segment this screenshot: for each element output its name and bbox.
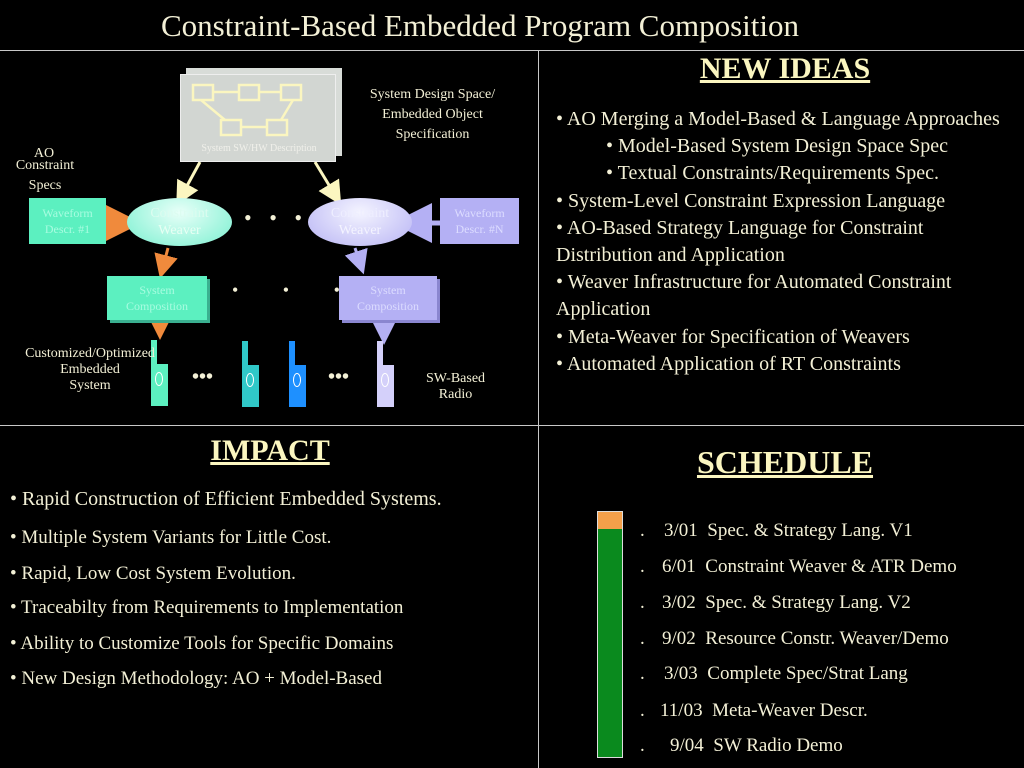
radio-label	[413, 371, 498, 403]
label-line: Descr. #N	[455, 222, 504, 236]
label-line: Embedded Object	[382, 107, 483, 122]
schedule-date: 9/02	[662, 628, 696, 649]
schedule-task: Constraint Weaver & ATR Demo	[705, 556, 957, 577]
bullet: .	[640, 628, 645, 649]
idea-item: • Model-Based System Design Space Spec	[606, 135, 948, 158]
weaver-top-label: Constraint	[150, 206, 209, 221]
label-line: System	[69, 378, 111, 393]
impact-item: • Traceabilty from Requirements to Implementation	[10, 597, 404, 618]
divider	[0, 425, 1024, 426]
progress-done	[598, 512, 622, 529]
schedule-text	[664, 520, 913, 542]
arrow	[163, 248, 168, 267]
bullet: .	[640, 700, 645, 721]
arrow	[182, 162, 200, 195]
idea-item: • Automated Application of RT Constraints	[556, 352, 901, 375]
idea-item: • System-Level Constraint Expression Language	[556, 189, 946, 212]
constraint-weaver-1	[127, 198, 232, 246]
schedule-task: Meta-Weaver Descr.	[712, 700, 868, 721]
label-line: SW-Based	[425, 371, 486, 386]
schedule-item	[640, 628, 949, 650]
idea-item: • AO Merging a Model-Based & Language Approaches	[556, 108, 1000, 130]
ao-label	[5, 146, 85, 194]
schedule-item	[640, 735, 843, 757]
label-line: Composition	[356, 299, 419, 313]
label-line: Constraint	[15, 158, 75, 173]
schedule-item	[640, 700, 868, 722]
weaver-label: Weaver	[158, 223, 201, 238]
label-line: Customized/Optimized	[25, 346, 155, 361]
schedule-task: Spec. & Strategy Lang. V1	[707, 520, 913, 541]
schedule-text	[660, 700, 868, 722]
schedule-heading: SCHEDULE	[696, 444, 874, 480]
ellipsis: •••	[328, 366, 350, 388]
schedule-date: 6/01	[662, 556, 696, 577]
idea-item: • Meta-Weaver for Specification of Weavers	[556, 325, 910, 348]
schedule-item	[640, 592, 911, 614]
schedule-text	[662, 556, 957, 578]
schedule-task: Complete Spec/Strat Lang	[707, 663, 908, 684]
custom-system-label	[5, 346, 175, 394]
schedule-date: 3/03	[664, 663, 698, 684]
progress-remaining	[598, 529, 622, 757]
label-line: Waveform	[454, 206, 505, 220]
idea-item: • AO-Based Strategy Language for Constraint Distribution and Application	[556, 216, 924, 267]
schedule-item	[640, 556, 957, 578]
constraint-weaver-n	[308, 198, 412, 246]
spec-label	[350, 85, 515, 145]
label-line: Specs	[28, 178, 62, 193]
label-line: System	[370, 283, 406, 297]
impact-item: • New Design Methodology: AO + Model-Based	[10, 668, 382, 689]
schedule-task: SW Radio Demo	[713, 735, 843, 756]
bullet: .	[640, 520, 645, 541]
impact-heading: IMPACT	[210, 434, 330, 467]
schedule-date: 3/01	[664, 520, 698, 541]
waveform-desc-n	[440, 198, 519, 244]
label-line: Embedded	[60, 362, 120, 377]
bullet: .	[640, 735, 645, 756]
schedule-text	[662, 628, 949, 650]
label-line: System	[139, 283, 175, 297]
bullet: .	[640, 592, 645, 613]
schedule-date: 9/04	[670, 735, 704, 756]
waveform-desc-1	[29, 198, 106, 244]
impact-item: • Ability to Customize Tools for Specific Domains	[10, 633, 394, 654]
slide-title: Constraint-Based Embedded Program Composition	[160, 8, 799, 43]
divider	[538, 50, 539, 768]
schedule-text	[664, 663, 908, 685]
system-description-box	[180, 74, 336, 162]
new-ideas-heading: NEW IDEAS	[699, 52, 871, 85]
schedule-date: 3/02	[662, 592, 696, 613]
bullet: .	[640, 663, 645, 684]
label-line: System Design Space/	[369, 87, 496, 102]
schedule-item	[640, 663, 908, 685]
impact-item: • Rapid, Low Cost System Evolution.	[10, 563, 296, 584]
ellipsis: • • •	[244, 205, 309, 230]
schedule-item	[640, 520, 913, 542]
schedule-task: Resource Constr. Weaver/Demo	[705, 628, 949, 649]
spec-box-caption: System SW/HW Description	[201, 143, 317, 154]
schedule-text	[662, 592, 911, 614]
schedule-text	[670, 735, 843, 757]
label-line: Radio	[438, 387, 473, 402]
impact-item: • Multiple System Variants for Little Cost.	[10, 527, 332, 548]
ellipsis: • • •	[232, 280, 360, 300]
weaver-top-label: Constraint	[330, 206, 390, 221]
weaver-label: Weaver	[338, 223, 382, 238]
impact-item: • Rapid Construction of Efficient Embedded Systems.	[10, 488, 442, 510]
idea-item: • Textual Constraints/Requirements Spec.	[606, 162, 939, 185]
label-line: Specification	[395, 127, 470, 142]
system-composition-1	[107, 276, 207, 320]
label-line: AO	[33, 146, 55, 161]
label-line: Waveform	[42, 206, 93, 220]
label-line: Composition	[125, 299, 188, 313]
idea-item: • Weaver Infrastructure for Automated Constraint Application	[556, 271, 952, 321]
arrow	[315, 162, 335, 195]
schedule-progress-bar	[597, 511, 623, 758]
arrow	[355, 248, 360, 263]
ellipsis: •••	[192, 366, 214, 388]
label-line: Descr. #1	[44, 222, 91, 236]
schedule-date: 11/03	[660, 700, 703, 721]
schedule-task: Spec. & Strategy Lang. V2	[705, 592, 911, 613]
new-ideas-list	[556, 106, 1016, 378]
bullet: .	[640, 556, 645, 577]
